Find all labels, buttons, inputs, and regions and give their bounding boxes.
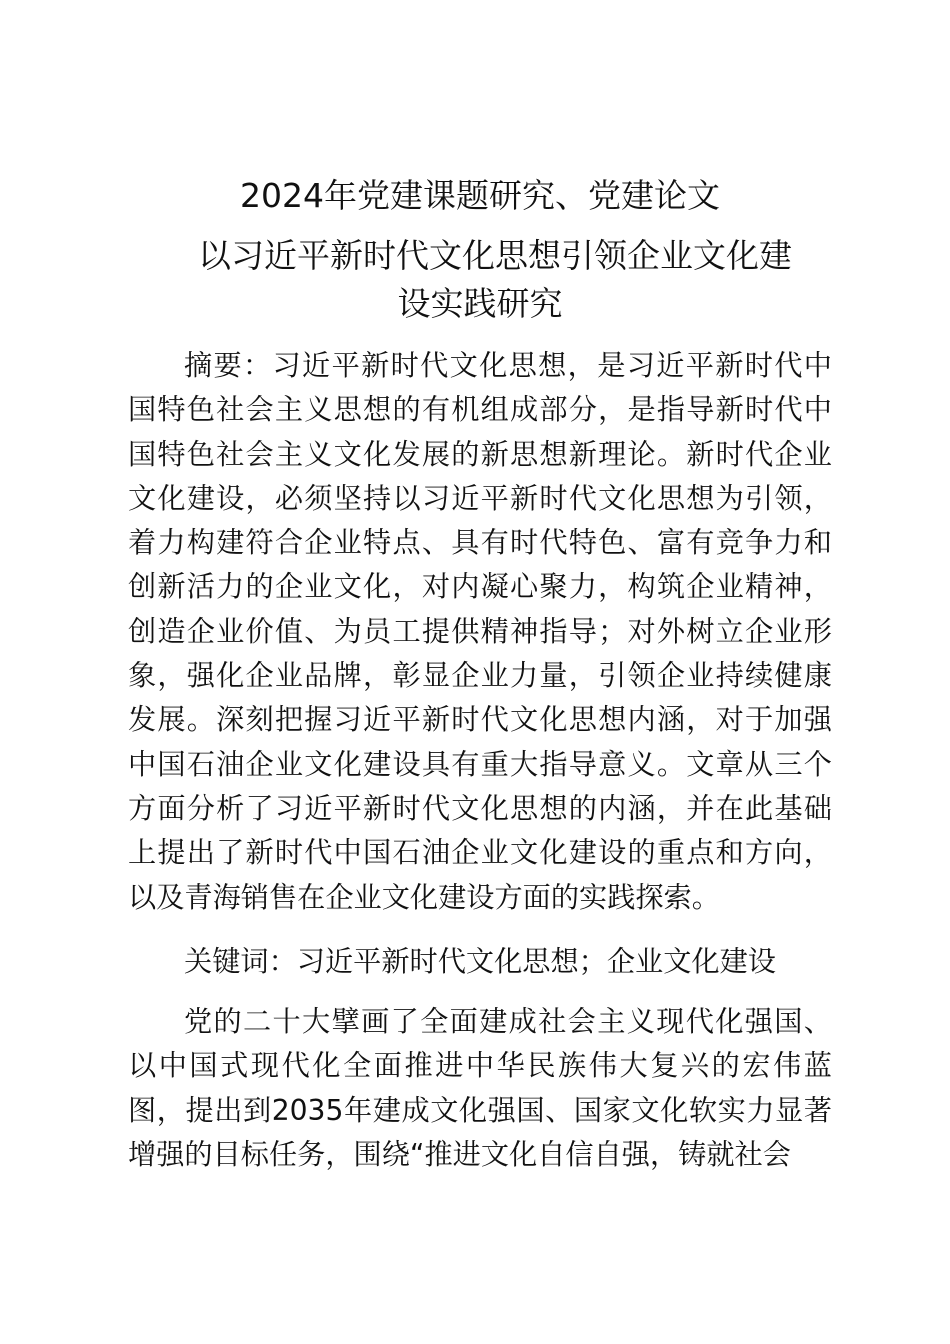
keywords-text: 习近平新时代文化思想；企业文化建设 [296, 945, 776, 978]
document-title-line-2: 以习近平新时代文化思想引领企业文化建 [198, 236, 792, 275]
abstract-paragraph [128, 344, 832, 920]
document-title-line-1: 2024年党建课题研究、党建论文 [240, 176, 720, 215]
abstract-text: 习近平新时代文化思想，是习近平新时代中国特色社会主义思想的有机组成部分，是指导新时代中国特色社会主义文化发展的新思想新理论。新时代企业文化建设，必须坚持以习近平新时代文化思想为引领，着力构建符合企业特点、具有时代特色、富有竞争力和创新活力的企业文化，对内凝心聚力，构筑企业精神，创造企业价值、为员工提供精神指导；对外树立企业形象，强化企业品牌，彰显企业力量，引领企业持续健康发展。深刻把握习近平新时代文化思想内涵，对于加强中国石油企业文化建设具有重大指导意义。文章从三个方面分析了习近平新时代文化思想的内涵，并在此基础上提出了新时代中国石油企业文化建设的重点和方向，以及青海销售在企业文化建设方面的实践探索。 [128, 349, 832, 914]
keywords-label: 关键词： [184, 945, 297, 978]
intro-paragraph: 党的二十大擘画了全面建成社会主义现代化强国、以中国式现代化全面推进中华民族伟大复兴的宏伟蓝图，提出到2035年建成文化强国、国家文化软实力显著增强的目标任务，围绕“推进文化自信自强，铸就社会 [128, 1005, 832, 1171]
document-title-line-3: 设实践研究 [397, 284, 563, 323]
abstract-label: 摘要： [184, 349, 273, 382]
keywords-paragraph [128, 940, 832, 984]
